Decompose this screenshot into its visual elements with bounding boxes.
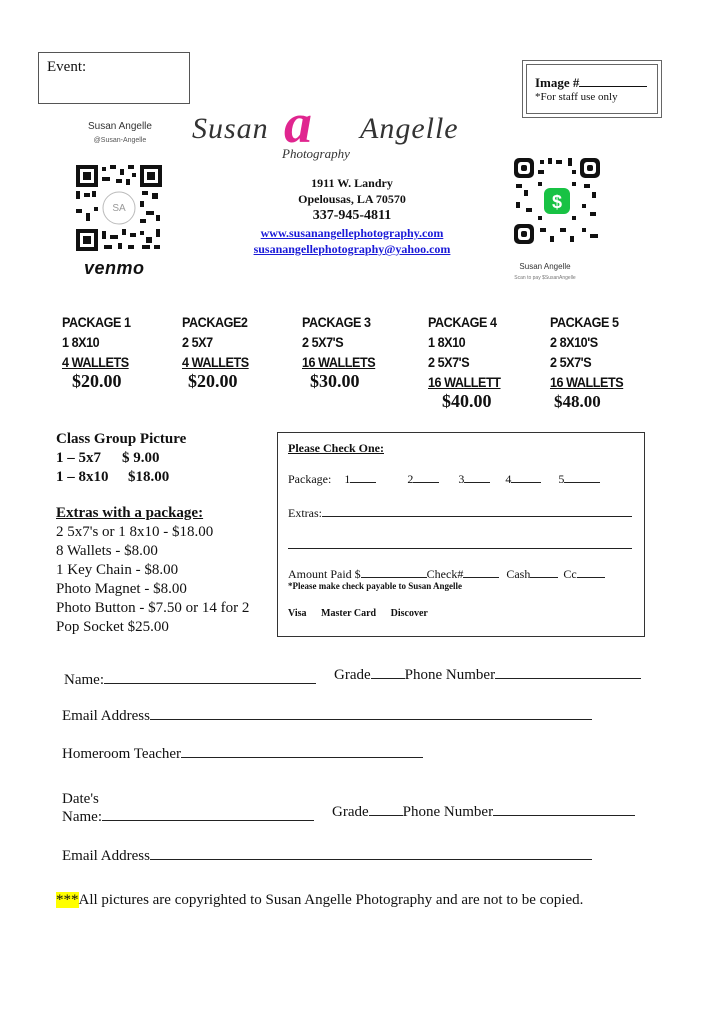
check-box-title: Please Check One:	[288, 441, 384, 455]
package-line: 2 5X7	[182, 334, 213, 350]
package-option-1: 1	[344, 472, 351, 486]
svg-text:$: $	[551, 192, 563, 212]
package-2[interactable]	[182, 312, 249, 372]
venmo-avatar-badge: SA	[112, 203, 126, 214]
staff-image-box	[522, 60, 662, 118]
logo-text-right: Angelle	[360, 112, 459, 145]
grade-phone-row-1: Grade Phone Number	[334, 667, 641, 684]
package-line: 2 5X7'S	[428, 354, 470, 370]
class-group-title: Class Group Picture	[56, 431, 187, 447]
amount-blank[interactable]	[361, 566, 427, 578]
order-check-box	[277, 432, 645, 637]
cash-blank[interactable]	[530, 566, 558, 578]
dates-name-row: Date's Name:	[62, 790, 314, 826]
payment-row: Amount Paid $ Check# Cash Cc	[288, 566, 605, 582]
package-line: 4 WALLETS	[182, 354, 249, 370]
cashapp-qr-code	[514, 158, 600, 244]
address-city: Opelousas, LA 70570	[298, 192, 406, 206]
extras-item: Pop Socket $25.00	[56, 619, 169, 635]
package-5-price: $48.00	[554, 392, 601, 411]
class-group-item: 1 – 5x7 $ 9.00	[56, 450, 160, 466]
grade-field-2[interactable]	[369, 804, 403, 816]
logo-text-left: Susan	[192, 112, 269, 145]
package-option-1-blank[interactable]	[350, 471, 376, 483]
teacher-field[interactable]	[181, 746, 423, 758]
extras-item: 2 5x7's or 1 8x10 - $18.00	[56, 524, 214, 540]
cc-blank[interactable]	[577, 566, 605, 578]
package-option-4-blank[interactable]	[511, 471, 541, 483]
logo-monogram: a	[284, 93, 312, 155]
package-5[interactable]	[550, 312, 623, 392]
teacher-row: Homeroom Teacher	[62, 746, 423, 763]
class-group-item: 1 – 8x10 $18.00	[56, 469, 170, 485]
name-row-1: Name:	[64, 672, 316, 689]
package-title: PACKAGE 4	[428, 314, 497, 330]
extras-blank[interactable]	[322, 505, 632, 517]
email-row-2: Email Address	[62, 848, 592, 865]
highlight-stars: ***	[56, 892, 79, 908]
grade-field-1[interactable]	[371, 667, 405, 679]
package-option-3-blank[interactable]	[464, 471, 490, 483]
package-title: PACKAGE 3	[302, 314, 371, 330]
package-4-price: $40.00	[442, 391, 492, 411]
package-title: PACKAGE 1	[62, 314, 131, 330]
package-option-5-blank[interactable]	[564, 471, 600, 483]
card-mastercard: Master Card	[321, 608, 377, 619]
image-number-line	[535, 75, 649, 91]
venmo-handle: @Susan-Angelle	[93, 137, 147, 144]
package-option-4: 4	[505, 472, 512, 486]
copyright-text: All pictures are copyrighted to Susan Angelle Photography and are not to be copied.	[78, 892, 584, 908]
package-title: PACKAGE 5	[550, 314, 619, 330]
package-1-price: $20.00	[72, 371, 122, 391]
package-line: 1 8X10	[62, 334, 100, 350]
name-field-2[interactable]	[102, 809, 314, 821]
package-line: 4 WALLETS	[62, 354, 129, 370]
card-discover: Discover	[390, 608, 428, 619]
cashapp-handle: Scan to pay $SusanAngelle	[514, 275, 576, 281]
studio-logo	[192, 93, 472, 170]
extras-item: 8 Wallets - $8.00	[56, 543, 158, 559]
event-box[interactable]	[38, 52, 190, 104]
name-field-1[interactable]	[104, 672, 316, 684]
grade-phone-row-2: Grade Phone Number	[332, 804, 635, 821]
package-3-price: $30.00	[310, 371, 360, 391]
card-types	[288, 608, 428, 619]
extras-row: Extras:	[288, 505, 632, 521]
package-option-2: 2	[407, 472, 414, 486]
website-link[interactable]: www.susanangellephotography.com	[260, 226, 444, 240]
package-1[interactable]	[62, 312, 131, 372]
package-title: PACKAGE2	[182, 314, 248, 330]
package-option-5: 5	[558, 472, 565, 486]
phone-field-2[interactable]	[493, 804, 635, 816]
email-row-1: Email Address	[62, 708, 592, 725]
card-visa: Visa	[288, 608, 307, 619]
staff-image-inner	[526, 64, 658, 114]
payable-note: *Please make check payable to Susan Angelle	[288, 581, 463, 591]
address-street: 1911 W. Landry	[311, 176, 393, 190]
class-group-section	[56, 430, 186, 487]
package-line: 2 5X7'S	[302, 334, 344, 350]
package-line: 16 WALLETT	[428, 374, 501, 390]
image-number-blank[interactable]	[579, 75, 647, 87]
email-link[interactable]: susanangellephotography@yahoo.com	[253, 242, 451, 256]
extras-section	[56, 504, 249, 637]
package-line: 16 WALLETS	[302, 354, 376, 370]
venmo-wordmark: venmo	[84, 258, 145, 278]
venmo-name: Susan Angelle	[88, 121, 152, 132]
logo-subtitle: Photography	[282, 146, 350, 161]
package-line: 1 8X10	[428, 334, 466, 350]
image-number-label: Image #	[535, 75, 580, 90]
copyright-notice	[56, 892, 583, 909]
package-3[interactable]	[302, 312, 375, 372]
package-line: 2 8X10'S	[550, 334, 598, 350]
extras-item: Photo Magnet - $8.00	[56, 581, 187, 597]
phone-number: 337-945-4811	[312, 208, 392, 223]
cashapp-name: Susan Angelle	[519, 262, 571, 271]
package-line: 2 5X7'S	[550, 354, 592, 370]
email-field-2[interactable]	[150, 848, 592, 860]
event-label: Event:	[47, 59, 87, 75]
package-select-row: Package: 1 2 3 4 5	[288, 471, 600, 487]
extras-item: Photo Button - $7.50 or 14 for 2	[56, 600, 250, 616]
extras-second-blank[interactable]	[288, 548, 632, 549]
phone-field-1[interactable]	[495, 667, 641, 679]
staff-use-note: *For staff use only	[535, 91, 618, 103]
package-option-2-blank[interactable]	[413, 471, 439, 483]
package-line: 16 WALLETS	[550, 374, 624, 390]
package-option-3: 3	[458, 472, 465, 486]
email-field-1[interactable]	[150, 708, 592, 720]
package-4[interactable]	[428, 312, 501, 392]
extras-title: Extras with a package:	[56, 505, 204, 521]
extras-item: 1 Key Chain - $8.00	[56, 562, 179, 578]
package-2-price: $20.00	[188, 371, 238, 391]
check-number-blank[interactable]	[463, 566, 499, 578]
